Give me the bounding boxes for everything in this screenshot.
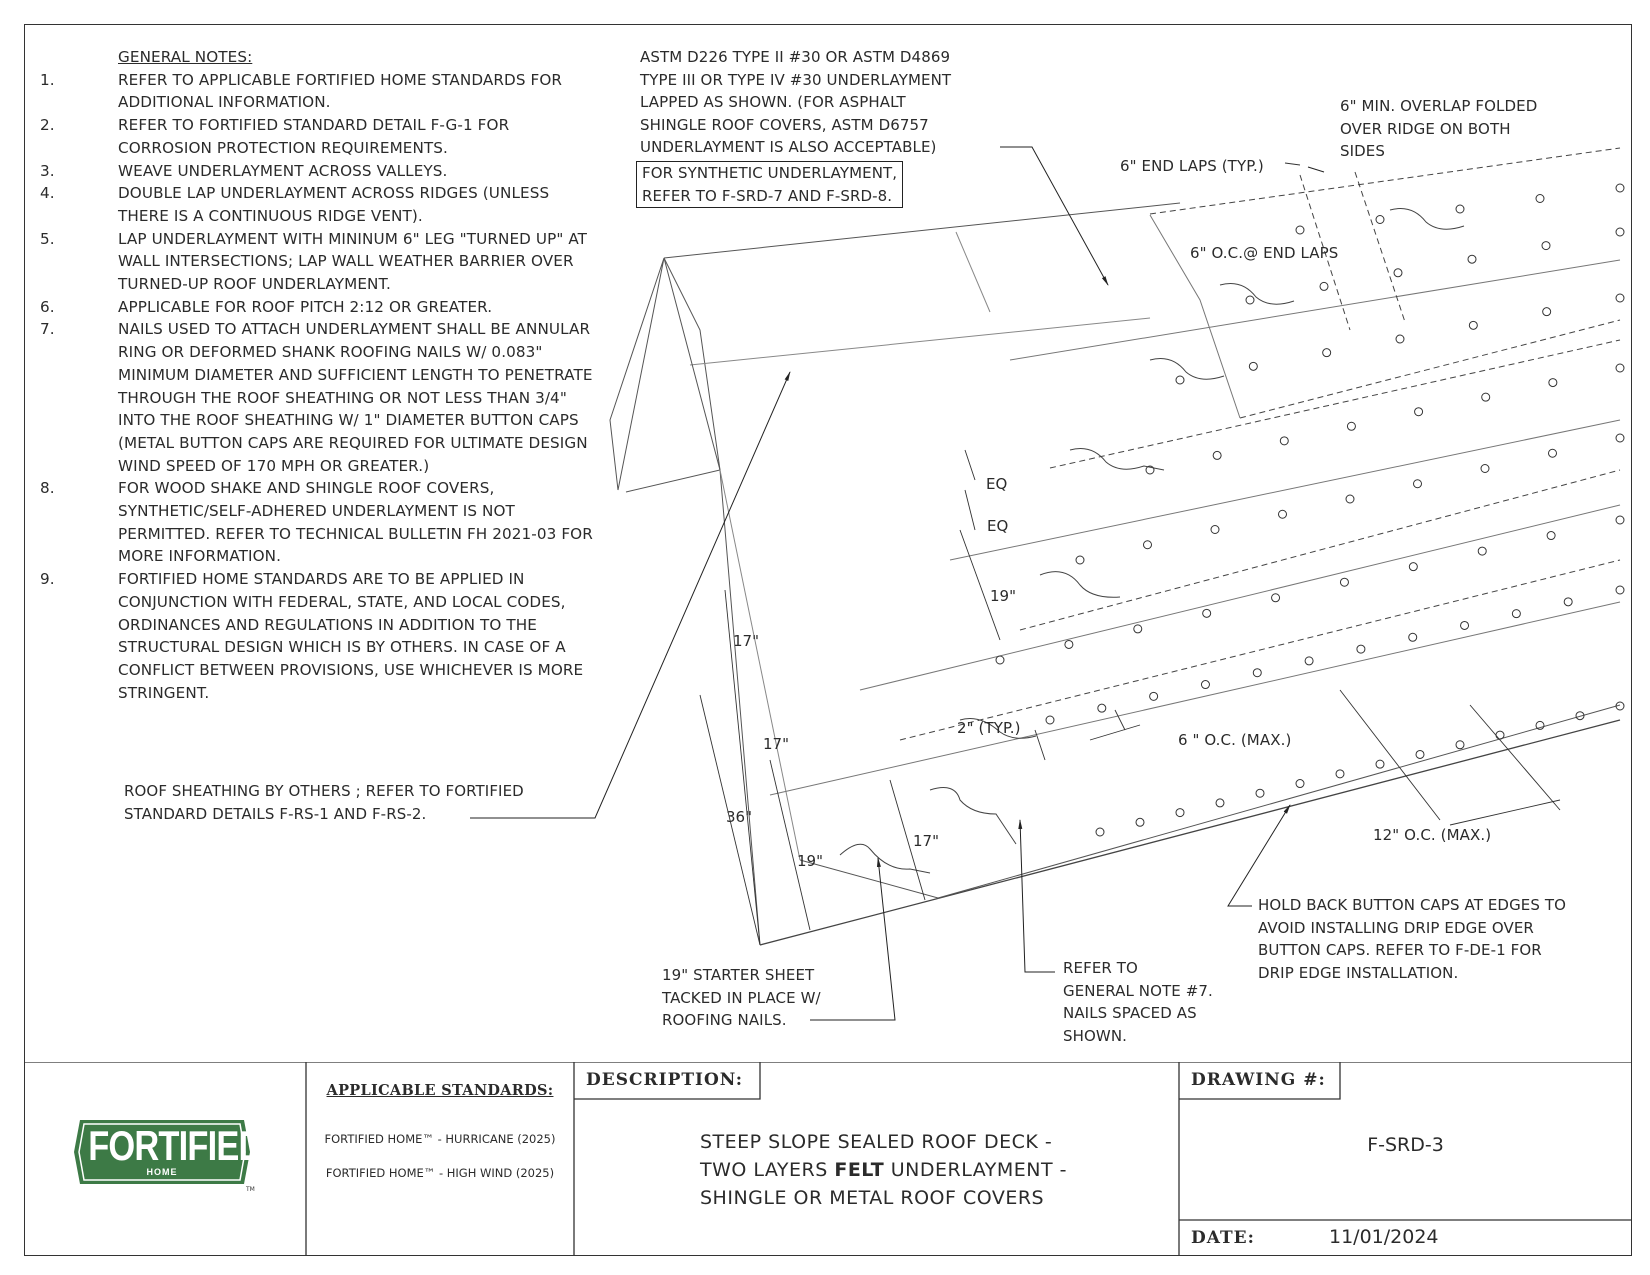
callout-line: UNDERLAYMENT IS ALSO ACCEPTABLE)	[640, 138, 937, 156]
rake-edge	[664, 258, 760, 945]
leader-refer-note-7	[1020, 820, 1055, 972]
button-cap-nail	[1547, 532, 1555, 540]
callout-line: SHINGLE ROOF COVERS, ASTM D6757	[640, 115, 929, 134]
callout-line: REFER TO F-SRD-7 AND F-SRD-8.	[642, 186, 893, 205]
standards-title: APPLICABLE STANDARDS:	[326, 1082, 554, 1099]
button-cap-nail	[1536, 195, 1544, 203]
button-cap-nail	[1549, 449, 1557, 457]
callout-line: STANDARD DETAILS F-RS-1 AND F-RS-2.	[124, 804, 427, 823]
button-cap-nail	[1203, 609, 1211, 617]
button-cap-nail	[1542, 242, 1550, 250]
button-cap-nail	[1616, 294, 1624, 302]
callout-line: BUTTON CAPS. REFER TO F-DE-1 FOR	[1258, 941, 1542, 959]
callout-oc-end-laps: 6" O.C.@ END LAPS	[1190, 244, 1339, 262]
callout-12-oc: 12" O.C. (MAX.)	[1373, 826, 1492, 844]
button-cap-nail	[1256, 789, 1264, 797]
logo-subtext: HOME	[146, 1167, 178, 1177]
general-note-text: LAP UNDERLAYMENT WITH MININUM 6" LEG "TURNED UP" AT WALL INTERSECTIONS; LAP WALL WEATHER BARRIER OVER TURNED-UP ROOF UNDERLAYMENT.	[118, 229, 588, 294]
button-cap-nail	[1134, 625, 1142, 633]
standard-high-wind: FORTIFIED HOME™ - HIGH WIND (2025)	[325, 1166, 555, 1180]
applicable-standards	[306, 1062, 574, 1256]
button-cap-nail	[1296, 780, 1304, 788]
button-cap-nail	[1416, 750, 1424, 758]
general-note-text: DOUBLE LAP UNDERLAYMENT ACROSS RIDGES (UNLESS THERE IS A CONTINUOUS RIDGE VENT).	[118, 184, 550, 225]
callout-refer-note-7	[1063, 957, 1213, 1047]
button-cap-nail	[1376, 760, 1384, 768]
date-cell	[1179, 1220, 1632, 1256]
button-cap-nail	[1616, 434, 1624, 442]
callout-line: 19" STARTER SHEET	[662, 966, 815, 984]
callout-line: SHOWN.	[1063, 1026, 1128, 1045]
general-note-number: 7.	[40, 320, 55, 339]
button-cap-nail	[1512, 610, 1520, 618]
general-note-number: 3.	[40, 161, 55, 180]
description-line-2	[700, 1156, 1067, 1184]
button-cap-nail	[1336, 770, 1344, 778]
sheathing-joint	[956, 232, 990, 312]
callout-6-oc: 6 " O.C. (MAX.)	[1178, 731, 1292, 749]
button-cap-nail	[1279, 510, 1287, 518]
date-title: DATE:	[1191, 1228, 1255, 1248]
button-cap-nail	[1323, 349, 1331, 357]
callout-line: ROOF SHEATHING BY OTHERS ; REFER TO FORTIFIED	[124, 782, 524, 800]
callout-hold-back-caps	[1258, 894, 1566, 984]
button-cap-nail	[1272, 594, 1280, 602]
general-note-text: NAILS USED TO ATTACH UNDERLAYMENT SHALL BE ANNULAR RING OR DEFORMED SHANK ROOFING NAILS W/ 0.083" MINIMUM DIAMETER AND SUFFICIENT LENGTH TO PENETRATE THROUGH THE ROOF SHEATHING OR NOT LESS THAN 3/4" INTO THE ROOF SHEATHING W/ 1" DIAMETER BUTTON CAPS (METAL BUTTON CAPS ARE REQUIRED FOR ULTIMATE DESIGN WIND SPEED OF 170 MPH OR GREATER.)	[118, 320, 593, 475]
dim-19-course: 19"	[990, 587, 1016, 605]
button-cap-nail	[1201, 681, 1209, 689]
button-cap-nail	[1246, 296, 1254, 304]
general-note-text: FOR WOOD SHAKE AND SHINGLE ROOF COVERS, SYNTHETIC/SELF-ADHERED UNDERLAYMENT IS NOT PERMITTED. REFER TO TECHNICAL BULLETIN FH 2021-03 FOR MORE INFORMATION.	[118, 479, 593, 566]
general-note-number: 2.	[40, 116, 55, 135]
button-cap-nail	[1456, 741, 1464, 749]
button-cap-nail	[1376, 216, 1384, 224]
dim-19-starter: 19"	[797, 852, 823, 870]
general-note-text: FORTIFIED HOME STANDARDS ARE TO BE APPLIED IN CONJUNCTION WITH FEDERAL, STATE, AND LOCAL CODES, ORDINANCES AND REGULATIONS IN ADDITION TO THE STRUCTURAL DESIGN WHICH IS BY OTHERS. IN CASE OF A CONFLICT BETWEEN PROVISIONS, USE WHICHEVER IS MORE STRINGENT.	[118, 570, 584, 702]
button-cap-nail	[1394, 269, 1402, 277]
button-cap-nail	[1478, 547, 1486, 555]
button-cap-nail	[1564, 598, 1572, 606]
button-cap-nail	[1549, 379, 1557, 387]
button-cap-nail	[1296, 226, 1304, 234]
callout-line: GENERAL NOTE #7.	[1063, 981, 1213, 1000]
leader-sheathing	[470, 372, 790, 818]
gable-end-outline	[610, 258, 664, 490]
general-note-number: 5.	[40, 229, 55, 248]
callout-line: LAPPED AS SHOWN. (FOR ASPHALT	[640, 93, 906, 111]
button-cap-nail	[1543, 308, 1551, 316]
callout-end-laps: 6" END LAPS (TYP.)	[1120, 157, 1264, 175]
general-note-text: WEAVE UNDERLAYMENT ACROSS VALLEYS.	[118, 161, 448, 180]
description-line-2-pre: TWO LAYERS	[700, 1159, 835, 1181]
sheathing-joint	[690, 318, 1150, 365]
button-cap-nail	[1357, 645, 1365, 653]
button-cap-nail	[1340, 578, 1348, 586]
general-notes-header: GENERAL NOTES:	[118, 48, 253, 66]
date-value: 11/01/2024	[1329, 1226, 1439, 1248]
button-cap-nail	[1461, 621, 1469, 629]
button-cap-nail	[1347, 422, 1355, 430]
logo-trademark: TM	[246, 1186, 255, 1193]
drawing-number: F-SRD-3	[1367, 1134, 1444, 1156]
button-cap-nail	[1213, 451, 1221, 459]
general-note-number: 6.	[40, 297, 55, 316]
general-note-number: 1.	[40, 70, 55, 89]
button-cap-nail	[1469, 321, 1477, 329]
button-cap-nail	[1305, 657, 1313, 665]
fortified-home-logo	[72, 1112, 263, 1193]
leader-overlap	[1308, 167, 1324, 172]
dim-36: 36"	[726, 808, 752, 826]
button-cap-nail	[1136, 818, 1144, 826]
button-cap-nails	[996, 184, 1624, 836]
callout-line: REFER TO	[1063, 959, 1138, 977]
general-note-text: APPLICABLE FOR ROOF PITCH 2:12 OR GREATER.	[118, 297, 493, 316]
button-cap-nail	[1616, 184, 1624, 192]
callout-line: TACKED IN PLACE W/	[662, 988, 821, 1007]
button-cap-nail	[1176, 809, 1184, 817]
callout-2-typ: 2" (TYP.)	[957, 719, 1021, 737]
button-cap-nail	[1496, 731, 1504, 739]
callout-line: TYPE III OR TYPE IV #30 UNDERLAYMENT	[640, 70, 952, 89]
callout-roof-sheathing	[124, 780, 524, 825]
button-cap-nail	[1211, 526, 1219, 534]
description-line-2-bold: FELT	[834, 1159, 885, 1181]
callout-line: FOR SYNTHETIC UNDERLAYMENT,	[642, 164, 898, 182]
dim-17-lower: 17"	[913, 832, 939, 850]
dim-17-middle: 17"	[763, 735, 789, 753]
button-cap-nail	[1456, 205, 1464, 213]
button-cap-nail	[1468, 255, 1476, 263]
button-cap-nail	[996, 656, 1004, 664]
callout-line: AVOID INSTALLING DRIP EDGE OVER	[1258, 918, 1534, 937]
general-note-text: REFER TO APPLICABLE FORTIFIED HOME STANDARDS FOR ADDITIONAL INFORMATION.	[118, 70, 563, 112]
button-cap-nail	[1144, 541, 1152, 549]
general-note-number: 4.	[40, 184, 55, 203]
button-cap-nail	[1253, 669, 1261, 677]
callout-line: HOLD BACK BUTTON CAPS AT EDGES TO	[1258, 896, 1567, 914]
description-title: DESCRIPTION:	[586, 1070, 743, 1090]
button-cap-nail	[1076, 556, 1084, 564]
description-line-3: SHINGLE OR METAL ROOF COVERS	[700, 1187, 1045, 1209]
description-line-2-post: UNDERLAYMENT -	[884, 1159, 1067, 1181]
callout-line: DRIP EDGE INSTALLATION.	[1258, 963, 1459, 982]
button-cap-nail	[1536, 721, 1544, 729]
button-cap-nail	[1481, 465, 1489, 473]
button-cap-nail	[1046, 716, 1054, 724]
button-cap-nail	[1216, 799, 1224, 807]
button-cap-nail	[1098, 704, 1106, 712]
callout-line: ASTM D226 TYPE II #30 OR ASTM D4869	[640, 48, 951, 66]
title-block	[24, 1062, 1632, 1256]
dim-eq-lower: EQ	[987, 517, 1009, 535]
button-cap-nail	[1096, 828, 1104, 836]
callout-line: OVER RIDGE ON BOTH	[1340, 119, 1511, 138]
general-note-number: 8.	[40, 479, 55, 498]
dim-17-upper: 17"	[733, 632, 759, 650]
dim-eq-upper: EQ	[986, 475, 1008, 493]
callout-astm-underlayment	[640, 46, 951, 159]
callout-line: SIDES	[1340, 142, 1385, 160]
button-cap-nail	[1249, 362, 1257, 370]
button-cap-nail	[1409, 633, 1417, 641]
callout-starter-sheet	[662, 964, 821, 1032]
button-cap-nail	[1320, 282, 1328, 290]
logo-wordmark: FORTIFIED	[88, 1122, 263, 1169]
button-cap-nail	[1414, 480, 1422, 488]
button-cap-nail	[1616, 516, 1624, 524]
callout-line: NAILS SPACED AS	[1063, 1004, 1197, 1022]
button-cap-nail	[1482, 393, 1490, 401]
button-cap-nail	[1415, 408, 1423, 416]
standard-hurricane: FORTIFIED HOME™ - HURRICANE (2025)	[324, 1132, 556, 1146]
button-cap-nail	[1065, 640, 1073, 648]
button-cap-nail	[1616, 228, 1624, 236]
button-cap-nail	[1396, 335, 1404, 343]
description-line-1: STEEP SLOPE SEALED ROOF DECK -	[700, 1131, 1053, 1153]
button-cap-nail	[1280, 437, 1288, 445]
button-cap-nail	[1616, 364, 1624, 372]
button-cap-nail	[1616, 586, 1624, 594]
drawing-number-title: DRAWING #:	[1191, 1070, 1326, 1090]
button-cap-nail	[1150, 692, 1158, 700]
callout-line: 6" MIN. OVERLAP FOLDED	[1340, 97, 1538, 115]
button-cap-nail	[1176, 376, 1184, 384]
general-note-number: 9.	[40, 570, 55, 589]
description-cell	[574, 1062, 1179, 1256]
button-cap-nail	[1409, 563, 1417, 571]
general-note-text: REFER TO FORTIFIED STANDARD DETAIL F-G-1 FOR CORROSION PROTECTION REQUIREMENTS.	[118, 116, 510, 157]
callout-ridge-overlap	[1340, 95, 1537, 163]
callout-line: ROOFING NAILS.	[662, 1011, 787, 1029]
ridge-line	[664, 203, 1180, 258]
description-text	[700, 1128, 1067, 1212]
callout-synthetic-underlayment	[636, 161, 903, 208]
drawing-number-cell	[1179, 1062, 1632, 1220]
button-cap-nail	[1346, 495, 1354, 503]
